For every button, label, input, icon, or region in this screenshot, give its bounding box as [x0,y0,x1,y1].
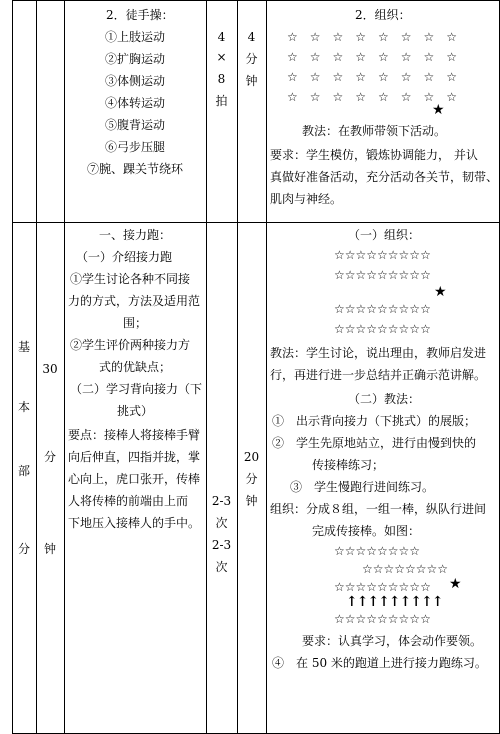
table-divider [266,0,267,734]
requirement-text: 要求：认真学习，体会动作要领。 [302,634,483,648]
reps-text: 次 [215,516,228,530]
organization-title: （一）组织： [348,228,421,242]
exercise-item: ⑥弓步压腿 [104,140,165,154]
relay-formation-row: ☆☆☆☆☆☆☆☆ [334,544,421,558]
section-label: 部 [17,464,30,478]
baton-direction-arrows: ↑↑↑↑↑↑↑↑↑ [346,594,443,610]
beats-text: 8 [217,72,226,86]
exercise-title: 2．徒手操： [106,8,174,22]
formation-row: ☆☆☆☆☆☆☆☆☆ [334,322,431,336]
table-border-top [12,0,500,1]
organization-text: 完成传接棒。如图： [312,524,421,538]
table-divider [237,0,238,734]
section-time: 钟 [43,542,56,556]
relay-formation-row: ☆☆☆☆☆☆☆☆☆ [334,612,431,626]
exercise-item: ⑦腕、踝关节绕环 [86,162,183,176]
activity-duration: 分 [245,472,258,486]
reps-text: 2-3 [211,538,232,552]
content-line: 人将传棒的前端由上而 [68,494,189,508]
step-text: ① 出示背向接力（下挑式）的展版； [272,414,477,428]
relay-formation-row: ☆☆☆☆☆☆☆☆ [362,562,449,576]
content-line: ①学生讨论各种不同接 [70,272,191,286]
method-text: 教法：在教师带领下活动。 [302,124,447,138]
step-text: ③ 学生慢跑行进间练习。 [290,480,435,494]
method-text: 行，再进行进一步总结并正确示范讲解。 [270,368,487,382]
method-title: （二）教法： [348,392,421,406]
formation-row: ☆☆☆☆☆☆☆☆☆ [334,268,431,282]
content-line: （二）学习背向接力（下 [70,382,203,396]
relay-formation-row: ☆☆☆☆☆☆☆☆☆ [334,580,431,594]
requirement-text: 真做好准备活动，充分活动各关节，韧带、 [270,170,499,184]
section-time: 分 [43,450,56,464]
organization-text: 组织：分成８组，一组一棒，纵队行进间 [270,502,487,516]
content-line: （一）介绍接力跑 [76,250,173,264]
duration-text: 钟 [245,74,258,88]
duration-text: 4 [247,30,256,44]
content-line: 向后伸直，四指并拢，掌 [68,450,201,464]
content-line: 挑式） [116,404,153,418]
student-formation-row: ☆ ☆ ☆ ☆ ☆ ☆ ☆ ☆ [287,90,458,104]
formation-row: ☆☆☆☆☆☆☆☆☆ [334,248,431,262]
content-line: 要点：接棒人将接棒手臂 [68,428,201,442]
exercise-item: ⑤腹背运动 [104,118,165,132]
section-label: 分 [17,542,30,556]
beats-text: 4 [217,30,226,44]
exercise-item: ④体转运动 [104,96,165,110]
beats-text: × [216,50,227,64]
method-text: 教法：学生讨论，说出理由，教师启发进 [270,346,487,360]
reps-text: 次 [215,560,228,574]
exercise-item: ①上肢运动 [104,30,165,44]
content-line: 一、接力跑： [98,228,171,242]
student-formation-row: ☆ ☆ ☆ ☆ ☆ ☆ ☆ ☆ [287,70,458,84]
teacher-star-icon: ★ [449,576,462,592]
exercise-item: ②扩胸运动 [104,52,165,66]
requirement-text: 肌肉与神经。 [270,192,343,206]
content-line: 围； [122,316,147,330]
section-label: 本 [17,400,30,414]
formation-row: ☆☆☆☆☆☆☆☆☆ [334,302,431,316]
row-divider [12,222,500,223]
table-divider [206,0,207,734]
content-line: ②学生评价两种接力方 [70,338,191,352]
beats-text: 拍 [215,94,228,108]
student-formation-row: ☆ ☆ ☆ ☆ ☆ ☆ ☆ ☆ [287,30,458,44]
step-text: ④ 在 50 米的跑道上进行接力跑练习。 [272,656,487,670]
teacher-star-icon: ★ [432,102,445,118]
step-text: ② 学生先原地站立，进行由慢到快的 [272,436,477,450]
reps-text: 2-3 [211,494,232,508]
content-line: 式的优缺点； [98,360,171,374]
step-text: 传接棒练习； [312,458,385,472]
table-border-left [12,0,13,734]
exercise-item: ③体侧运动 [104,74,165,88]
content-line: 心向上，虎口张开，传棒 [68,472,201,486]
organization-title: 2．组织： [355,8,411,22]
teacher-star-icon: ★ [434,284,447,300]
activity-duration: 钟 [245,494,258,508]
student-formation-row: ☆ ☆ ☆ ☆ ☆ ☆ ☆ ☆ [287,50,458,64]
duration-text: 分 [245,52,258,66]
requirement-text: 要求：学生模仿，锻炼协调能力， 并认 [270,148,478,162]
section-time: 30 [42,362,58,376]
section-label: 基 [17,340,30,354]
activity-duration: 20 [243,450,260,464]
content-line: 下地压入接棒人的手中。 [68,516,201,530]
content-line: 力的方式，方法及适用范 [68,294,201,308]
